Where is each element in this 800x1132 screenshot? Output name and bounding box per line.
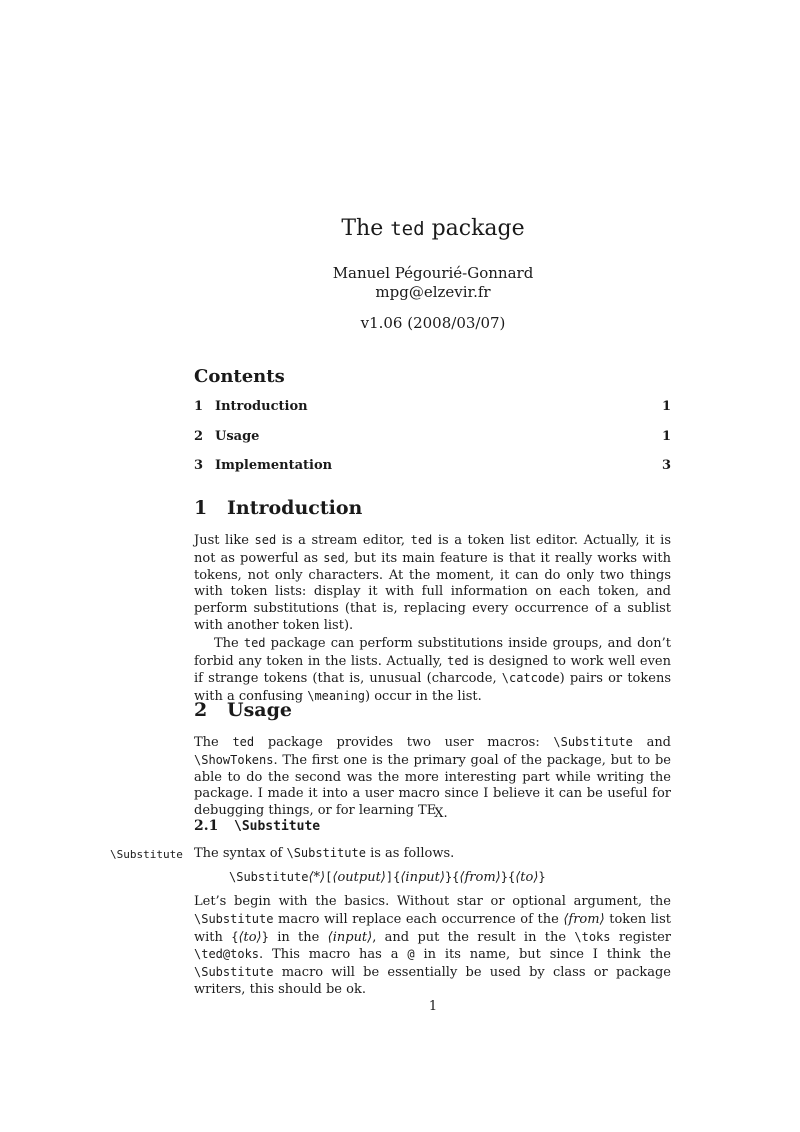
doc-author: Manuel Pégourié-Gonnard [332,264,534,282]
page-number: 1 [428,999,438,1014]
subsection-heading-substitute: 2.1 \Substitute [194,818,321,834]
paragraph: The syntax of \Substitute is as follows. [194,846,455,861]
table-of-contents [194,399,671,488]
section-heading-usage: 2 Usage [194,699,292,721]
section-heading-introduction: 1 Introduction [194,497,363,519]
usage-body [194,734,671,820]
paragraph: The ted package provides two user macros: \Substitute and \ShowTokens. The first one is the primary goal of the package, but to be able to do the second was the more interesting part while writing the package. I made it into a user macro since I believe it can be useful for debugging things, or for learning TEX. [194,735,672,822]
toc-entry[interactable]: 1 Introduction 1 [194,399,671,414]
substitute-intro [194,845,671,863]
doc-email: mpg@elzevir.fr [375,283,491,301]
toc-entry[interactable]: 3 Implementation 3 [194,458,671,473]
substitute-body [194,894,671,999]
paragraph: Just like sed is a stream editor, ted is a token list editor. Actually, it is not as powerful as sed, but its main feature is that it really works with tokens, not only characters. At the moment, it can do only two things with token lists: display it with full information on each token, and perform substitutions (that is, replacing every occurrence of a sublist with another token list). [194,533,672,633]
doc-version: v1.06 (2008/03/07) [360,314,506,332]
doc-title: The ted package [341,216,525,241]
paragraph: The ted package can perform substitutions inside groups, and don’t forbid any token in the lists. Actually, ted is designed to work well even if strange tokens (that is, unusual (charcode, \catcode) pairs or tokens with a confusing \meaning) occur in the list. [194,635,672,705]
syntax-line: \Substitute⟨*⟩[⟨output⟩]{⟨input⟩}{⟨from⟩}{⟨to⟩} [229,870,546,885]
paragraph: Let’s begin with the basics. Without star or optional argument, the \Substitute macro will replace each occurrence of the ⟨from⟩ token list with {⟨to⟩} in the ⟨input⟩, and put the result in the \toks register \ted@toks. This macro has a @ in its name, but since I think the \Substitute macro will be essentially be used by class or package writers, this should be ok. [194,894,672,997]
introduction-body [194,532,671,706]
toc-entry[interactable]: 2 Usage 1 [194,428,671,444]
margin-note-substitute: \Substitute [110,848,183,861]
contents-heading: Contents [194,366,285,387]
